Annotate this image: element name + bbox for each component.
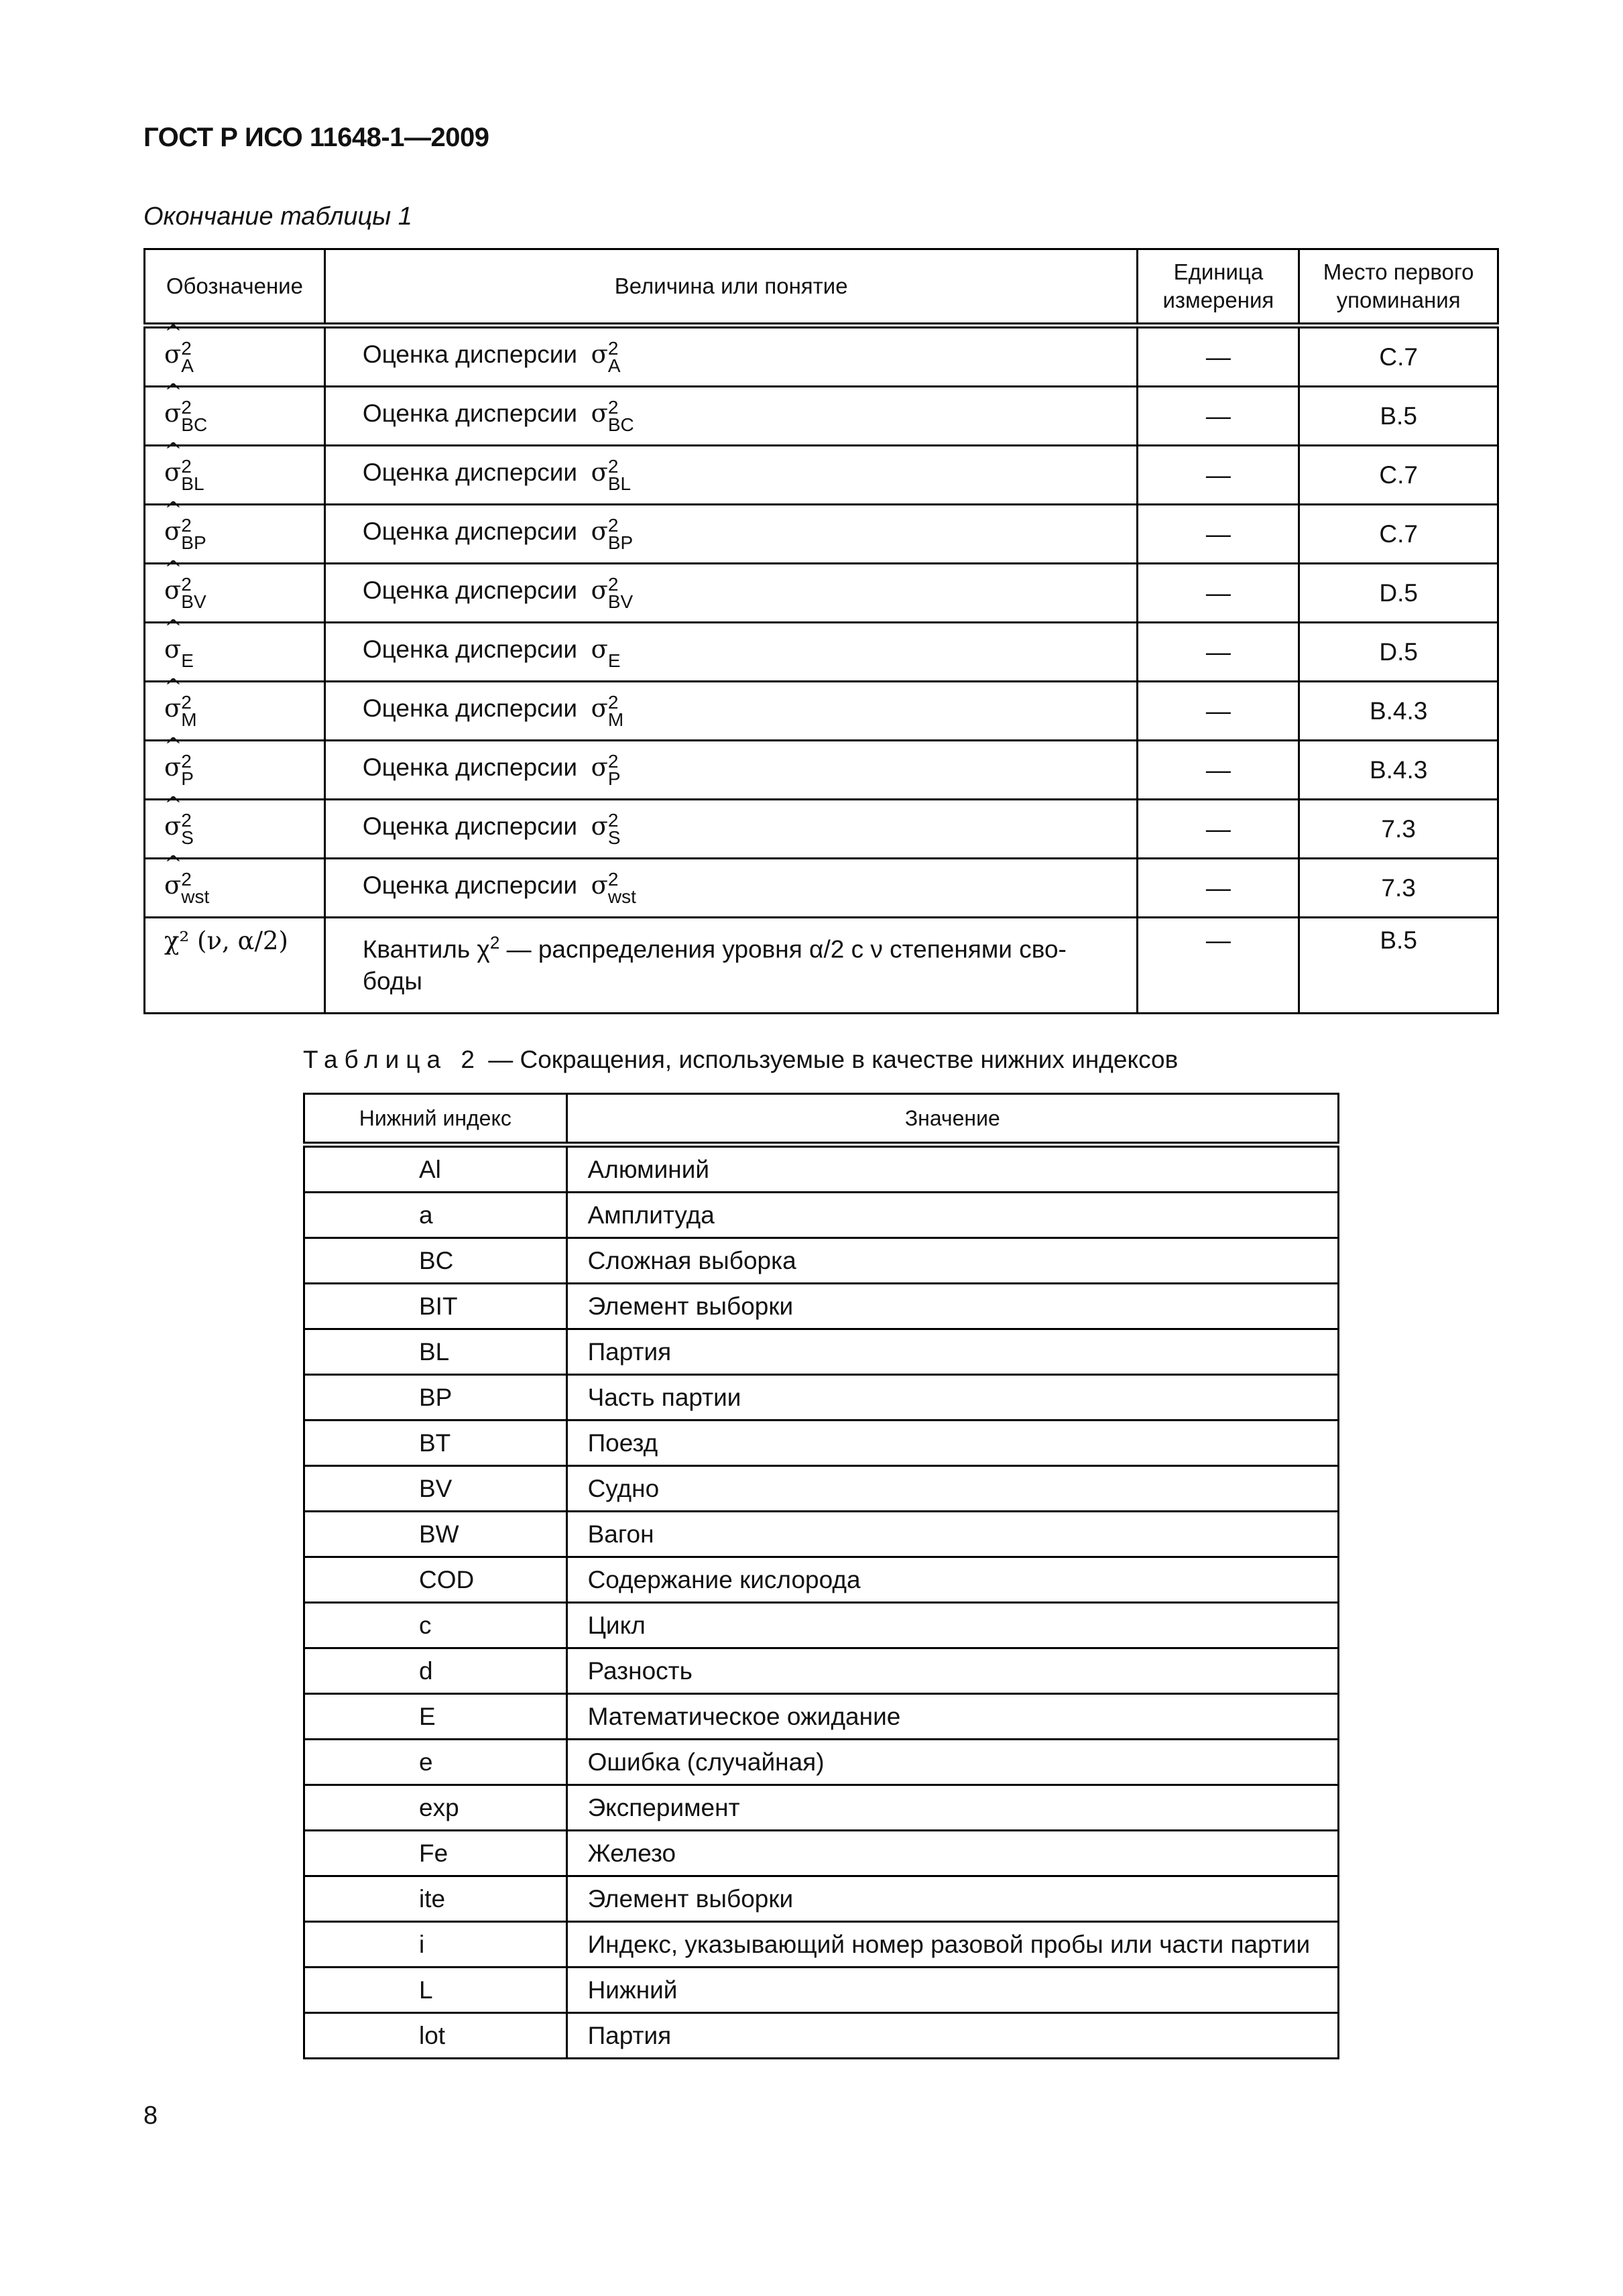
sigma-symbol: σ (591, 398, 608, 428)
meaning-cell: Содержание кислорода (566, 1557, 1338, 1603)
subscript-cell: a (304, 1193, 567, 1238)
table2-caption-label: Таблица 2 (303, 1046, 481, 1073)
symbol-scripts (181, 870, 209, 906)
table2-caption (303, 1046, 1178, 1074)
table1-header-row (145, 249, 1498, 326)
superscript: 2 (181, 455, 192, 477)
table1-row-chi-square (145, 918, 1498, 1014)
symbol-scripts (608, 811, 621, 847)
superscript: 2 (181, 396, 192, 418)
superscript: 2 (607, 868, 619, 890)
hat-accent: ^ (164, 319, 182, 345)
subscript: BP (181, 532, 206, 553)
quantity-cell (324, 918, 1138, 1014)
meaning-cell: Разность (566, 1648, 1338, 1694)
meaning-cell: Алюминий (566, 1145, 1338, 1193)
sigma-symbol: ^ σ (164, 850, 182, 900)
table1-row (145, 859, 1498, 918)
page-number: 8 (143, 2102, 158, 2130)
table2-row (304, 1329, 1339, 1375)
header-text: Нижний индекс (359, 1105, 512, 1130)
meaning-cell: Ошибка (случайная) (566, 1740, 1338, 1785)
meaning-cell: Партия (566, 2013, 1338, 2059)
superscript: 2 (181, 750, 192, 772)
symbol-scripts (181, 693, 196, 729)
subscript-cell: BT (304, 1421, 567, 1466)
subscript-cell: COD (304, 1557, 567, 1603)
superscript: 2 (607, 691, 619, 713)
symbol-scripts (608, 516, 633, 552)
table2-row (304, 1512, 1339, 1557)
superscript: 2 (607, 455, 619, 477)
table1-row (145, 446, 1498, 505)
designation-cell (145, 378, 325, 446)
first-mention-cell: 7.3 (1299, 800, 1498, 859)
subscript: A (181, 355, 194, 376)
subscript-cell: BL (304, 1329, 567, 1375)
meaning-cell: Часть партии (566, 1375, 1338, 1421)
table2-row (304, 1648, 1339, 1694)
hat-accent: ^ (164, 850, 182, 876)
quantity-text: Оценка дисперсии (362, 812, 578, 840)
sigma-symbol: σ (591, 752, 608, 782)
superscript: 2 (181, 809, 192, 831)
subscript: BC (181, 414, 208, 435)
unit-cell: — (1138, 918, 1299, 1014)
table1-continuation-caption: Окончание таблицы 1 (143, 202, 412, 231)
first-mention-cell: D.5 (1299, 623, 1498, 682)
meaning-cell: Поезд (566, 1421, 1338, 1466)
table1-row (145, 800, 1498, 859)
subscript: E (181, 650, 194, 671)
col-header-first-mention (1299, 249, 1498, 326)
symbol-scripts (608, 693, 623, 729)
meaning-cell: Железо (566, 1831, 1338, 1876)
table2-row (304, 1785, 1339, 1831)
table1-row (145, 505, 1498, 564)
superscript: 2 (607, 809, 619, 831)
col-header-quantity (324, 249, 1138, 326)
subscript: wst (607, 886, 636, 907)
superscript: 2 (181, 337, 192, 359)
subscript: BV (607, 591, 634, 612)
subscript: BL (607, 473, 632, 494)
designation-cell (145, 555, 325, 623)
unit-cell: — (1138, 741, 1299, 800)
meaning-cell: Судно (566, 1466, 1338, 1512)
subscript-cell: c (304, 1603, 567, 1648)
table2-row (304, 1375, 1339, 1421)
table1-row (145, 387, 1498, 446)
table1-row (145, 564, 1498, 623)
subscript: BP (607, 532, 634, 553)
superscript: 2 (181, 514, 192, 536)
designation-cell (145, 732, 325, 800)
sigma-symbol: σ (591, 339, 608, 369)
table-1 (143, 248, 1499, 1014)
subscript-cell: d (304, 1648, 567, 1694)
unit-cell: — (1138, 505, 1299, 564)
quantity-text: Оценка дисперсии (362, 399, 578, 427)
superscript: 2 (181, 691, 192, 713)
sigma-symbol: σ (591, 693, 608, 723)
subscript-cell: BP (304, 1375, 567, 1421)
quantity-cell (324, 326, 1138, 387)
designation-cell (145, 791, 325, 859)
sigma-symbol: σ (591, 811, 608, 841)
unit-cell: — (1138, 326, 1299, 387)
symbol-scripts (181, 811, 194, 847)
table2-row (304, 1831, 1339, 1876)
symbol-scripts (608, 457, 631, 493)
symbol-scripts (181, 752, 194, 788)
subscript: BV (181, 591, 206, 612)
subscript: P (607, 768, 621, 789)
hat-accent: ^ (164, 555, 182, 581)
subscript-cell: lot (304, 2013, 567, 2059)
sigma-symbol: σ (591, 457, 608, 487)
quantity-cell (324, 446, 1138, 505)
table2-row (304, 1193, 1339, 1238)
sigma-symbol: σ (591, 870, 608, 900)
superscript: 2 (489, 932, 500, 953)
table2-row (304, 1238, 1339, 1284)
designation-cell (145, 673, 325, 741)
subscript: S (181, 827, 194, 848)
symbol-scripts (608, 870, 636, 906)
table1-row (145, 682, 1498, 741)
meaning-cell: Вагон (566, 1512, 1338, 1557)
sigma-symbol: ^ σ (164, 614, 182, 664)
sigma-symbol: ^ σ (164, 732, 182, 782)
designation-cell (145, 437, 325, 505)
quantity-text: Оценка дисперсии (362, 458, 578, 486)
first-mention-cell: B.4.3 (1299, 682, 1498, 741)
meaning-cell: Сложная выборка (566, 1238, 1338, 1284)
quantity-cell (324, 741, 1138, 800)
quantity-cell (324, 682, 1138, 741)
first-mention-cell: C.7 (1299, 326, 1498, 387)
symbol-scripts (181, 457, 204, 493)
col-header-meaning (566, 1094, 1338, 1145)
hat-accent: ^ (164, 437, 182, 463)
header-text: Значение (904, 1105, 1000, 1130)
subscript-cell: E (304, 1694, 567, 1740)
table2-row (304, 1876, 1339, 1922)
designation-cell (145, 614, 325, 682)
subscript: A (607, 355, 621, 376)
quantity-text: Оценка дисперсии (362, 576, 578, 604)
sigma-symbol: ^ σ (164, 673, 182, 723)
superscript: 2 (181, 868, 192, 890)
table2-row (304, 1603, 1339, 1648)
table1-row (145, 623, 1498, 682)
table2-row (304, 1284, 1339, 1329)
subscript-cell: BC (304, 1238, 567, 1284)
hat-accent: ^ (164, 378, 182, 404)
designation-cell (145, 918, 325, 1014)
meaning-cell: Нижний (566, 1968, 1338, 2013)
subscript-cell: exp (304, 1785, 567, 1831)
quantity-cell (324, 623, 1138, 682)
meaning-cell: Математическое ожидание (566, 1694, 1338, 1740)
subscript-cell: Al (304, 1145, 567, 1193)
sigma-symbol: ^ σ (164, 791, 182, 841)
subscript-cell: e (304, 1740, 567, 1785)
first-mention-cell: C.7 (1299, 505, 1498, 564)
symbol-scripts (181, 398, 207, 434)
table2-row (304, 1968, 1339, 2013)
sigma-symbol: ^ σ (164, 496, 182, 546)
symbol-scripts (608, 752, 621, 788)
designation-cell (145, 850, 325, 918)
quantity-text: Оценка дисперсии (362, 340, 578, 368)
unit-cell: — (1138, 859, 1299, 918)
first-mention-cell: B.4.3 (1299, 741, 1498, 800)
chi-square-symbol: χ² (ν, α/2) (164, 926, 288, 955)
superscript: 2 (181, 573, 192, 595)
designation-cell (145, 496, 325, 564)
table2-row (304, 1145, 1339, 1193)
sigma-symbol: σ (591, 575, 608, 605)
table2-caption-text: — Сокращения, используемые в качестве нижних индексов (481, 1046, 1179, 1073)
quantity-text: Оценка дисперсии (362, 635, 578, 663)
unit-cell: — (1138, 387, 1299, 446)
meaning-cell: Элемент выборки (566, 1876, 1338, 1922)
superscript: 2 (607, 573, 619, 595)
table1-row (145, 326, 1498, 387)
quantity-text-a: Квантиль χ (362, 935, 490, 963)
quantity-cell (324, 859, 1138, 918)
table-2 (303, 1093, 1339, 2059)
meaning-cell: Цикл (566, 1603, 1338, 1648)
first-mention-cell: B.5 (1299, 918, 1498, 1014)
symbol-scripts (608, 634, 621, 670)
symbol-scripts (608, 398, 634, 434)
quantity-text: Оценка дисперсии (362, 517, 578, 545)
subscript: S (607, 827, 621, 848)
table2-row (304, 1740, 1339, 1785)
quantity-text: Оценка дисперсии (362, 871, 578, 899)
quantity-cell (324, 564, 1138, 623)
designation-cell (145, 319, 325, 387)
subscript-cell: L (304, 1968, 567, 2013)
quantity-text: Оценка дисперсии (362, 694, 578, 722)
subscript-cell: BW (304, 1512, 567, 1557)
table2-row (304, 1922, 1339, 1968)
unit-cell: — (1138, 682, 1299, 741)
subscript: P (181, 768, 194, 789)
hat-accent: ^ (164, 732, 182, 758)
table2-row (304, 1694, 1339, 1740)
table2-header-row (304, 1094, 1339, 1145)
subscript-cell: ite (304, 1876, 567, 1922)
meaning-cell: Партия (566, 1329, 1338, 1375)
unit-cell: — (1138, 446, 1299, 505)
symbol-scripts (608, 575, 633, 611)
subscript-cell: Fe (304, 1831, 567, 1876)
symbol-scripts (181, 575, 206, 611)
subscript: M (181, 709, 197, 730)
unit-cell: — (1138, 800, 1299, 859)
subscript: BC (607, 414, 634, 435)
hat-accent: ^ (164, 791, 182, 817)
sigma-symbol: ^ σ (164, 319, 182, 369)
hat-accent: ^ (164, 496, 182, 522)
subscript-cell: i (304, 1922, 567, 1968)
table2-row (304, 1466, 1339, 1512)
col-header-unit (1138, 249, 1299, 326)
sigma-symbol: ^ σ (164, 378, 182, 428)
first-mention-cell: D.5 (1299, 564, 1498, 623)
quantity-cell (324, 505, 1138, 564)
document-header: ГОСТ Р ИСО 11648-1—2009 (143, 123, 489, 152)
meaning-cell: Элемент выборки (566, 1284, 1338, 1329)
quantity-text: Оценка дисперсии (362, 753, 578, 781)
sigma-symbol: σ (591, 634, 608, 664)
symbol-scripts (181, 339, 194, 375)
table2-row (304, 1557, 1339, 1603)
subscript: M (607, 709, 624, 730)
meaning-cell: Амплитуда (566, 1193, 1338, 1238)
subscript: wst (181, 886, 210, 907)
first-mention-cell: 7.3 (1299, 859, 1498, 918)
table2-row (304, 2013, 1339, 2059)
symbol-scripts (608, 339, 621, 375)
hat-accent: ^ (164, 614, 182, 640)
superscript: 2 (607, 396, 619, 418)
superscript: 2 (607, 337, 619, 359)
meaning-cell: Индекс, указывающий номер разовой пробы или части партии (566, 1922, 1338, 1968)
header-text: Обозначение (166, 274, 303, 298)
table1-row (145, 741, 1498, 800)
header-text: Величина или понятие (614, 274, 848, 298)
subscript: E (607, 650, 621, 671)
superscript: 2 (607, 514, 619, 536)
hat-accent: ^ (164, 673, 182, 699)
subscript-cell: BIT (304, 1284, 567, 1329)
symbol-scripts (181, 634, 194, 670)
unit-cell: — (1138, 623, 1299, 682)
sigma-symbol: σ (591, 516, 608, 546)
quantity-cell (324, 800, 1138, 859)
superscript: 2 (607, 750, 619, 772)
quantity-cell (324, 387, 1138, 446)
table2-row (304, 1421, 1339, 1466)
unit-cell: — (1138, 564, 1299, 623)
sigma-symbol: ^ σ (164, 555, 182, 605)
subscript: BL (181, 473, 204, 494)
sigma-symbol: ^ σ (164, 437, 182, 487)
subscript-cell: BV (304, 1466, 567, 1512)
header-text: Единица измерения (1162, 259, 1274, 312)
col-header-designation (145, 249, 325, 326)
header-text: Место первого упоминания (1323, 259, 1474, 312)
symbol-scripts (181, 516, 206, 552)
quantity-text-b: — распределения уровня α/2 с ν степенями сво-боды (362, 935, 1067, 995)
col-header-subscript (304, 1094, 567, 1145)
first-mention-cell: C.7 (1299, 446, 1498, 505)
meaning-cell: Эксперимент (566, 1785, 1338, 1831)
first-mention-cell: B.5 (1299, 387, 1498, 446)
